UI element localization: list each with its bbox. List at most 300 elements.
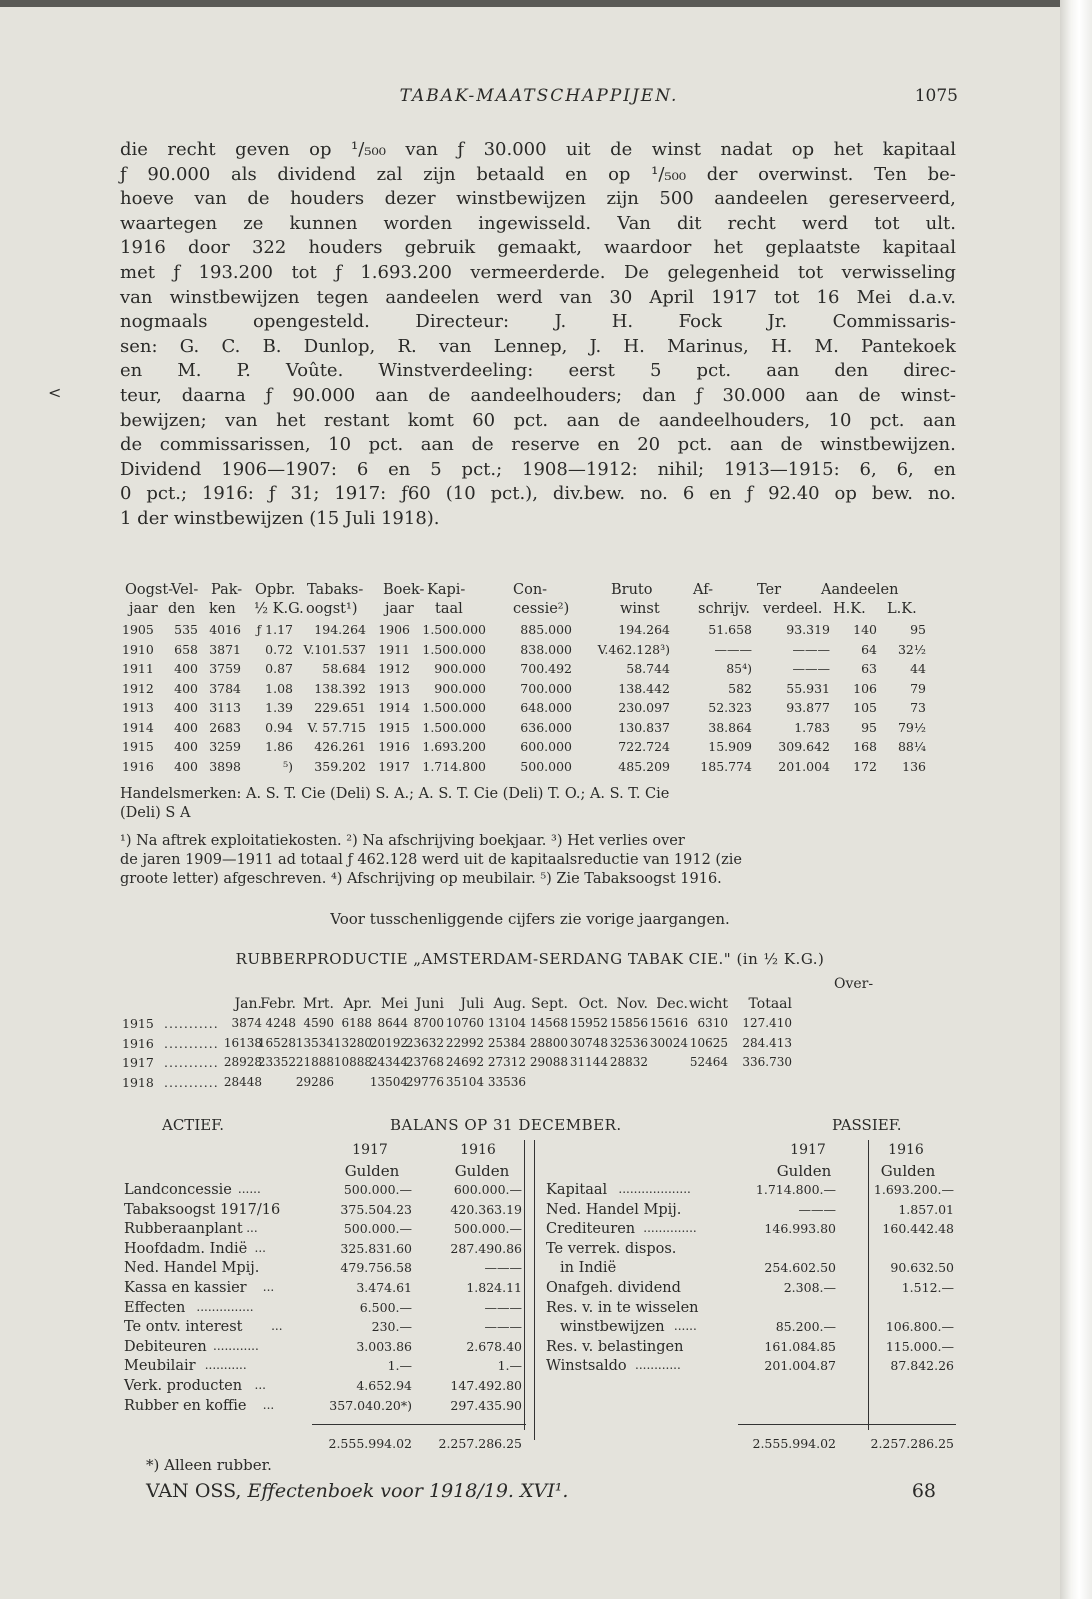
- liability-value-1916: 1.693.200.—: [873, 1182, 954, 1197]
- table-cell: 22992: [445, 1035, 484, 1050]
- body-word: komt: [407, 409, 454, 431]
- table-cell: 93.319: [786, 622, 830, 637]
- table-cell: 10888: [333, 1055, 372, 1069]
- body-word: geven: [235, 139, 290, 160]
- table-cell: 95: [910, 622, 926, 637]
- header-cell: L.K.: [887, 601, 917, 617]
- table-cell: 900.000: [434, 661, 486, 676]
- body-word: bewijzen;: [120, 409, 207, 431]
- asset-value-1916: 420.363.19: [450, 1201, 522, 1217]
- table-cell: 32536: [609, 1035, 648, 1050]
- table-cell: 16138: [223, 1035, 262, 1050]
- footnote-line: [120, 851, 956, 870]
- body-word: waardoor: [604, 237, 692, 259]
- body-word: pct.: [368, 434, 404, 456]
- liability-value-1917: 2.308.—: [783, 1280, 836, 1295]
- liability-value-1916: 115.000.—: [885, 1338, 954, 1354]
- table-cell: 1912: [378, 661, 410, 676]
- body-word: ƒ60: [401, 483, 431, 505]
- body-word: Ten: [874, 163, 907, 185]
- liability-label: winstbewijzen: [560, 1319, 665, 1336]
- body-word: de: [247, 188, 270, 210]
- table-cell: 0.87: [265, 661, 293, 676]
- table-cell: 400: [174, 739, 198, 754]
- liability-value-1917: 85.200.—: [775, 1319, 836, 1335]
- total-rule: [312, 1424, 526, 1425]
- body-line: [120, 286, 956, 311]
- liability-label: Crediteuren: [546, 1221, 636, 1238]
- table-cell: 105: [853, 700, 877, 715]
- header-cell: Bruto: [611, 582, 653, 598]
- header-cell: Boek-: [383, 582, 425, 598]
- table-cell: 309.642: [778, 739, 830, 754]
- asset-label: Landconcessie: [124, 1182, 232, 1198]
- liability-label: Winstsaldo: [546, 1358, 627, 1375]
- body-word: aan: [922, 409, 956, 431]
- table-cell: 400: [174, 661, 198, 676]
- body-word: de: [610, 139, 633, 160]
- table-cell: 194.264: [314, 622, 366, 637]
- header-cell: ken: [209, 601, 236, 617]
- table-cell: 0.72: [265, 641, 293, 657]
- asset-value-1917: 357.040.20*): [329, 1397, 412, 1413]
- body-word: ƒ: [268, 483, 276, 505]
- table-cell: ƒ 1.17: [256, 622, 293, 637]
- body-line: [120, 138, 956, 163]
- table-cell: ⁵): [283, 758, 293, 774]
- column-header: Febr.: [260, 996, 296, 1012]
- table-cell: 13534: [295, 1035, 334, 1050]
- asset-label: Effecten: [124, 1299, 186, 1316]
- body-word: reserve: [511, 434, 580, 456]
- body-word: Jr.: [767, 311, 788, 333]
- body-word: en: [597, 434, 620, 456]
- body-word: aan: [766, 360, 800, 382]
- liability-value-1917: 1.714.800.—: [755, 1182, 836, 1197]
- table-cell: 1914: [122, 719, 154, 735]
- table-cell: 2683: [209, 719, 241, 735]
- body-word: gemaakt,: [497, 237, 582, 259]
- table-cell: 138.392: [314, 680, 366, 696]
- header-cell: Ter: [757, 582, 782, 598]
- table-cell: 194.264: [618, 622, 670, 637]
- body-word: van: [405, 139, 438, 160]
- footnote-text: ¹) Na aftrek exploitatiekosten. ²) Na afschrijving boekjaar. ³) Het verlies over: [120, 833, 685, 849]
- margin-mark: <: [48, 383, 62, 402]
- table-cell: 1911: [122, 661, 154, 676]
- body-word: De: [623, 261, 650, 283]
- leader-dots: ...........: [164, 1055, 219, 1070]
- body-word: winstbewijzen.: [820, 434, 956, 456]
- header-cell: Kapi-: [427, 582, 466, 598]
- table-cell: ———: [714, 641, 752, 657]
- header-cell: verdeel.: [763, 601, 823, 617]
- total-actief-1917: 2.555.994.02: [328, 1436, 412, 1451]
- table-cell: 1.693.200: [422, 739, 486, 754]
- body-word: 322: [251, 237, 287, 259]
- table-cell: 3898: [209, 758, 241, 774]
- body-word: H.: [623, 335, 645, 357]
- table-cell: 23352: [257, 1055, 296, 1069]
- body-word: uit: [566, 139, 591, 160]
- table-cell: 1.714.800: [422, 758, 486, 774]
- table-cell: 15616: [649, 1016, 688, 1030]
- body-word: tot: [797, 261, 824, 283]
- page-number: 1075: [914, 86, 958, 106]
- table-cell: 20192: [369, 1035, 408, 1050]
- body-word: van: [120, 286, 153, 308]
- header-cell: Af-: [693, 582, 713, 598]
- table-cell: 95: [861, 719, 877, 735]
- body-word: 6,: [896, 458, 914, 480]
- asset-value-1916: 600.000.—: [453, 1182, 522, 1197]
- body-word: ƒ: [695, 384, 703, 406]
- table-cell: 15856: [609, 1016, 648, 1030]
- table-cell: 3784: [209, 680, 241, 696]
- table-cell: 168: [853, 739, 877, 754]
- body-line: [120, 482, 956, 507]
- table-cell: V. 57.715: [307, 719, 366, 735]
- body-word: werd: [801, 212, 849, 234]
- table-cell: 13280: [333, 1035, 372, 1050]
- body-word: 193.200: [198, 261, 273, 283]
- table-cell: 229.651: [314, 700, 366, 715]
- table-cell: 4248: [265, 1016, 296, 1030]
- table-cell: 28832: [609, 1055, 648, 1069]
- body-word: aandeelhouders,: [658, 409, 811, 431]
- liability-value-1916: 106.800.—: [885, 1319, 954, 1335]
- body-word: tot: [291, 261, 317, 283]
- liability-value-1916: 1.857.01: [898, 1201, 954, 1217]
- body-word: 1913—1915:: [723, 458, 840, 480]
- table-cell: 138.442: [618, 680, 670, 696]
- balance-title: BALANS OP 31 DECEMBER.: [390, 1116, 622, 1134]
- table-cell: 1916: [122, 758, 154, 774]
- body-word: Fock: [678, 311, 722, 333]
- body-word: de: [618, 409, 641, 431]
- table-cell: 29088: [529, 1055, 568, 1069]
- header-cell: Aandeelen: [821, 582, 899, 598]
- sheet-number: 68: [911, 1480, 936, 1502]
- table-cell: 8700: [413, 1016, 444, 1030]
- body-word: op: [791, 139, 815, 160]
- body-word: aan: [805, 384, 839, 406]
- liability-value-1916: 1.512.—: [901, 1280, 954, 1295]
- column-unit: Gulden: [454, 1162, 510, 1180]
- liability-label: Res. v. in te wisselen: [546, 1299, 699, 1316]
- body-word: (10: [445, 483, 476, 505]
- body-word: 30.000: [483, 139, 547, 160]
- table-cell: 93.877: [786, 700, 830, 715]
- asset-value-1916: ———: [484, 1319, 522, 1335]
- body-word: werd: [496, 286, 543, 308]
- body-word: pct.: [869, 409, 905, 431]
- header-cell: Tabaks-: [307, 582, 364, 598]
- table-cell: 400: [174, 719, 198, 735]
- body-word: H.: [770, 335, 793, 357]
- table-cell: 24692: [445, 1055, 484, 1069]
- body-word: geplaatste: [765, 237, 861, 259]
- table-cell: 14568: [529, 1016, 568, 1030]
- body-word: betaald: [476, 163, 545, 185]
- table-cell: V.101.537: [303, 641, 366, 657]
- table-cell: 400: [174, 758, 198, 774]
- body-word: 92.40: [768, 483, 820, 505]
- liability-value-1917: 201.004.87: [764, 1358, 836, 1374]
- total-passief-1917: 2.555.994.02: [752, 1436, 836, 1451]
- asset-value-1916: 500.000.—: [453, 1221, 522, 1237]
- body-word: 1.693.200: [360, 261, 452, 283]
- column-header: wicht: [689, 996, 728, 1012]
- table-cell: 27312: [487, 1055, 526, 1069]
- table-cell: 426.261: [314, 739, 366, 754]
- table-cell: 1905: [122, 622, 154, 637]
- body-word: ult.: [925, 212, 956, 234]
- table-footnotes: [120, 832, 956, 889]
- column-header: Oct.: [578, 996, 608, 1012]
- header-cell: winst: [620, 601, 660, 617]
- body-word: waartegen: [120, 212, 218, 234]
- table-cell: 1.08: [265, 680, 293, 696]
- body-line: [120, 335, 956, 360]
- table-cell: 336.730: [742, 1055, 792, 1069]
- leader-dots: ...: [246, 1221, 258, 1236]
- asset-value-1917: 375.504.23: [340, 1201, 412, 1217]
- liability-label: in Indië: [560, 1260, 617, 1277]
- table-cell: 28800: [529, 1035, 568, 1050]
- body-word: direc-: [903, 360, 956, 382]
- body-word: ƒ: [265, 384, 273, 406]
- table-cell: 136: [902, 758, 926, 774]
- table-cell: 63: [861, 661, 877, 676]
- asset-label: Debiteuren: [124, 1338, 207, 1355]
- table-cell: 1913: [378, 680, 410, 696]
- body-word: winst-: [900, 384, 956, 406]
- table-cell: 28448: [223, 1074, 262, 1089]
- body-word: Lennep,: [493, 335, 568, 357]
- body-word: het: [713, 237, 744, 259]
- body-word: 6: [356, 458, 369, 480]
- table-cell: 31144: [569, 1055, 608, 1069]
- running-header: [120, 86, 958, 112]
- table-cell: 900.000: [434, 680, 486, 696]
- table-cell: 58.744: [626, 661, 670, 676]
- body-word: tot: [874, 212, 900, 234]
- table-cell: 600.000: [520, 739, 572, 754]
- body-word: 1917:: [334, 483, 387, 505]
- asset-label: Kassa en kassier: [124, 1280, 247, 1296]
- column-header: Sept.: [531, 996, 568, 1012]
- body-word: R.: [397, 335, 417, 357]
- trademarks: [120, 785, 956, 823]
- table-cell: 127.410: [742, 1016, 792, 1030]
- body-word: 10: [328, 434, 352, 456]
- body-word: sen:: [120, 335, 158, 357]
- body-word: no.: [640, 483, 668, 505]
- body-word: 1916: [120, 237, 166, 259]
- body-word: zijn: [423, 163, 456, 185]
- body-word: 20: [637, 434, 661, 456]
- body-word: en: [709, 483, 732, 505]
- table-cell: 1915: [122, 739, 154, 754]
- asset-label: Te ontv. interest: [124, 1319, 243, 1336]
- body-word: het: [276, 409, 306, 431]
- asset-value-1916: 2.678.40: [466, 1338, 522, 1354]
- body-word: de: [120, 434, 143, 456]
- body-word: en: [933, 458, 956, 480]
- divider-line: [534, 1140, 535, 1440]
- table-cell: 582: [728, 680, 752, 696]
- table-cell: 648.000: [520, 700, 572, 715]
- column-year: 1916: [460, 1142, 496, 1158]
- asset-label: Meubilair: [124, 1358, 196, 1375]
- body-word: 90.000: [292, 384, 356, 406]
- passief-label: PASSIEF.: [832, 1116, 902, 1134]
- body-word: ¹/₅₀₀: [651, 163, 687, 185]
- leader-dots: ...........: [164, 1074, 219, 1090]
- trademarks-text: Handelsmerken: A. S. T. Cie (Deli) S. A.; A. S. T. Cie (Deli) T. O.; A. S. T. Cie: [120, 786, 670, 802]
- table-cell: 15952: [569, 1016, 608, 1030]
- liability-value-1917: ———: [798, 1201, 836, 1217]
- body-word: en: [388, 458, 411, 480]
- table-cell: 1.500.000: [422, 700, 486, 715]
- trademarks-text: (Deli) S A: [120, 805, 191, 821]
- body-word: ƒ: [120, 163, 127, 185]
- column-header: Nov.: [616, 996, 648, 1012]
- table-cell: 29286: [295, 1074, 334, 1089]
- table-cell: 4016: [209, 622, 241, 637]
- body-word: ƒ: [173, 261, 181, 283]
- asset-value-1916: ———: [484, 1260, 522, 1276]
- table-cell: 201.004: [778, 758, 830, 774]
- table-cell: 359.202: [314, 758, 366, 774]
- leader-dots: ...........: [164, 1016, 219, 1031]
- leader-dots: ......: [237, 1182, 261, 1196]
- footer-author: VAN OSS,: [146, 1480, 242, 1502]
- table-cell: 1.783: [794, 719, 830, 735]
- table-cell: 1916: [378, 739, 410, 754]
- table-cell: 88¼: [897, 739, 926, 754]
- table-cell: 16528: [257, 1035, 296, 1050]
- table-cell: 1917: [378, 758, 410, 774]
- header-cell: den: [168, 601, 196, 617]
- body-word: en: [120, 360, 143, 382]
- header-cell: Con-: [513, 582, 548, 598]
- actief-label: ACTIEF.: [162, 1116, 225, 1134]
- body-word: commissarissen,: [159, 434, 311, 456]
- leader-dots: ...............: [196, 1299, 254, 1314]
- body-line: [120, 236, 956, 261]
- body-word: ingewisseld.: [478, 212, 592, 234]
- table-cell: 15.909: [708, 739, 752, 754]
- header-cell: Pak-: [211, 582, 243, 598]
- body-word: daarna: [181, 384, 246, 406]
- table-cell: 838.000: [520, 641, 572, 657]
- table-cell: 3259: [209, 739, 241, 754]
- asset-value-1917: 1.—: [387, 1358, 412, 1374]
- body-word: met: [120, 261, 155, 283]
- header-cell: Vel-: [171, 582, 199, 598]
- column-header: Juli: [460, 996, 484, 1012]
- body-word: 90.000: [147, 163, 211, 185]
- body-word: aan: [375, 384, 409, 406]
- body-line: [120, 310, 956, 335]
- body-word: B.: [262, 335, 282, 357]
- table-cell: 28928: [223, 1055, 262, 1069]
- divider-line: [524, 1140, 525, 1430]
- table-cell: 500.000: [520, 758, 572, 774]
- body-word: G.: [179, 335, 200, 357]
- body-word: aan: [729, 434, 763, 456]
- row-year: 1915: [122, 1016, 154, 1031]
- asset-label: Verk. producten: [124, 1378, 243, 1394]
- body-word: 6: [682, 483, 695, 505]
- asset-value-1916: 1.—: [497, 1358, 522, 1374]
- table-cell: 13104: [487, 1016, 526, 1030]
- body-word: de: [428, 384, 451, 406]
- table-cell: 700.000: [520, 680, 572, 696]
- body-word: als: [231, 163, 257, 185]
- liability-value-1917: 254.602.50: [764, 1260, 836, 1276]
- table-cell: 85⁴): [726, 661, 752, 676]
- footnote-line: [120, 832, 956, 851]
- body-word: M.: [814, 335, 839, 357]
- table-cell: 1906: [378, 622, 410, 637]
- body-word: de: [780, 434, 803, 456]
- column-header: Aug.: [493, 996, 526, 1012]
- asset-value-1917: 4.652.94: [356, 1378, 412, 1393]
- table-cell: 1.86: [265, 739, 293, 754]
- body-word: ƒ: [746, 483, 754, 505]
- table-cell: 284.413: [742, 1035, 792, 1050]
- total-passief-1916: 2.257.286.25: [870, 1436, 954, 1451]
- body-word: April: [649, 286, 695, 308]
- body-word: eerst: [568, 360, 615, 382]
- table-cell: 535: [174, 622, 198, 637]
- table-cell: 1914: [378, 700, 410, 715]
- body-word: de: [471, 434, 494, 456]
- table-cell: 32½: [897, 641, 926, 657]
- body-word: winstbewijzen: [169, 286, 300, 308]
- body-word: 0: [120, 483, 132, 505]
- body-word: restant: [324, 409, 390, 431]
- body-word: 1916:: [201, 483, 254, 505]
- balance-footnote: *) Alleen rubber.: [146, 1456, 272, 1474]
- body-word: Van: [617, 212, 651, 234]
- header-cell: cessie²): [513, 601, 570, 617]
- body-word: winstbewijzen: [456, 188, 586, 210]
- asset-value-1917: 3.474.61: [356, 1280, 412, 1295]
- asset-value-1917: 230.—: [371, 1319, 412, 1335]
- table-cell: 24344: [369, 1055, 408, 1069]
- body-word: winst: [651, 139, 702, 160]
- body-word: den: [834, 360, 869, 382]
- header-cell: schrijv.: [698, 601, 751, 617]
- body-word: zijn: [606, 188, 639, 210]
- table-cell: 140: [853, 622, 877, 637]
- leader-dots: ...: [262, 1397, 275, 1412]
- column-year: 1916: [888, 1142, 924, 1158]
- body-word: Directeur:: [415, 311, 510, 333]
- body-word: Voûte.: [285, 360, 344, 382]
- body-word: Mei: [856, 286, 892, 308]
- page-footer: [146, 1480, 936, 1502]
- table-cell: 172: [853, 758, 877, 774]
- table-cell: 130.837: [618, 719, 670, 735]
- body-word: Dunlop,: [303, 335, 376, 357]
- leader-dots: ............: [635, 1358, 681, 1373]
- table-cell: 55.931: [786, 680, 830, 696]
